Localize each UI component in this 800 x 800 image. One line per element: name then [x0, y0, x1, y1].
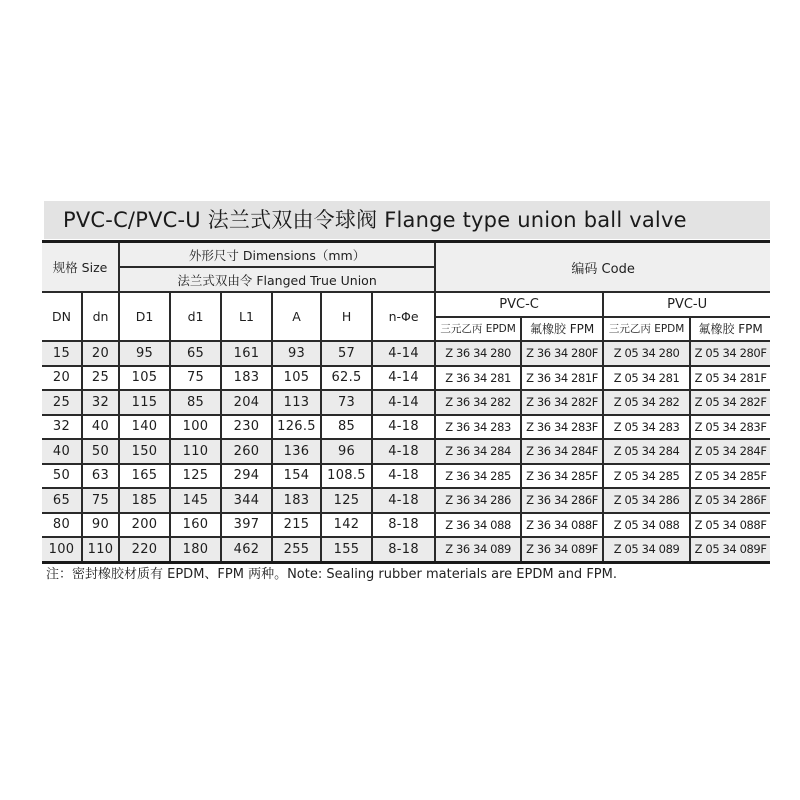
cell-h: 96	[321, 439, 372, 464]
header-row-3	[42, 292, 770, 317]
pvc-u-epdm-header: 三元乙丙 EPDM	[603, 317, 690, 342]
cell-d1-lower: 100	[170, 415, 221, 440]
cell-pvc-c-epdm: Z 36 34 088	[435, 513, 521, 538]
col-header-dn-small: dn	[82, 292, 119, 341]
cell-d1-upper: 150	[119, 439, 170, 464]
cell-n-phie: 8-18	[372, 513, 435, 538]
pvc-c-header: PVC-C	[435, 292, 603, 317]
cell-pvc-u-epdm: Z 05 34 286	[603, 488, 690, 513]
pvc-u-fpm-header: 氟橡胶 FPM	[690, 317, 770, 342]
cell-pvc-u-fpm: Z 05 34 285F	[690, 464, 770, 489]
cell-n-phie: 4-18	[372, 464, 435, 489]
col-header-dn: DN	[42, 292, 82, 341]
cell-pvc-u-fpm: Z 05 34 089F	[690, 537, 770, 562]
cell-dn-small: 50	[82, 439, 119, 464]
table-row	[42, 390, 770, 415]
cell-pvc-c-epdm: Z 36 34 281	[435, 366, 521, 391]
cell-pvc-c-epdm: Z 36 34 280	[435, 341, 521, 366]
cell-a: 215	[272, 513, 321, 538]
cell-h: 108.5	[321, 464, 372, 489]
cell-a: 126.5	[272, 415, 321, 440]
dimensions-header: 外形尺寸 Dimensions（mm）	[119, 242, 435, 268]
cell-dn-small: 25	[82, 366, 119, 391]
cell-d1-upper: 165	[119, 464, 170, 489]
cell-pvc-c-fpm: Z 36 34 285F	[521, 464, 603, 489]
pvc-c-fpm-header: 氟橡胶 FPM	[521, 317, 603, 342]
cell-l1: 344	[221, 488, 272, 513]
cell-a: 154	[272, 464, 321, 489]
cell-pvc-u-fpm: Z 05 34 283F	[690, 415, 770, 440]
cell-d1-lower: 110	[170, 439, 221, 464]
table-row	[42, 464, 770, 489]
title-band	[44, 201, 770, 239]
cell-dn-small: 63	[82, 464, 119, 489]
table-row	[42, 513, 770, 538]
cell-pvc-c-fpm: Z 36 34 282F	[521, 390, 603, 415]
pvc-u-header: PVC-U	[603, 292, 770, 317]
cell-pvc-u-fpm: Z 05 34 281F	[690, 366, 770, 391]
spec-table	[42, 240, 770, 564]
cell-dn-small: 20	[82, 341, 119, 366]
col-header-h: H	[321, 292, 372, 341]
cell-l1: 161	[221, 341, 272, 366]
table-row	[42, 537, 770, 562]
cell-dn-small: 110	[82, 537, 119, 562]
cell-dn-small: 40	[82, 415, 119, 440]
cell-pvc-c-fpm: Z 36 34 281F	[521, 366, 603, 391]
cell-dn-small: 75	[82, 488, 119, 513]
cell-d1-upper: 140	[119, 415, 170, 440]
cell-n-phie: 4-14	[372, 390, 435, 415]
cell-pvc-c-fpm: Z 36 34 284F	[521, 439, 603, 464]
cell-d1-lower: 180	[170, 537, 221, 562]
table-row	[42, 439, 770, 464]
cell-pvc-c-fpm: Z 36 34 286F	[521, 488, 603, 513]
cell-dn: 20	[42, 366, 82, 391]
cell-n-phie: 4-18	[372, 488, 435, 513]
cell-a: 183	[272, 488, 321, 513]
cell-a: 105	[272, 366, 321, 391]
table-row	[42, 415, 770, 440]
cell-pvc-u-fpm: Z 05 34 282F	[690, 390, 770, 415]
cell-d1-upper: 105	[119, 366, 170, 391]
cell-dn: 50	[42, 464, 82, 489]
cell-h: 155	[321, 537, 372, 562]
pvc-c-epdm-header: 三元乙丙 EPDM	[435, 317, 521, 342]
cell-pvc-c-epdm: Z 36 34 283	[435, 415, 521, 440]
cell-d1-lower: 75	[170, 366, 221, 391]
col-header-d1-lower: d1	[170, 292, 221, 341]
cell-dn-small: 90	[82, 513, 119, 538]
cell-pvc-u-epdm: Z 05 34 088	[603, 513, 690, 538]
cell-a: 113	[272, 390, 321, 415]
cell-h: 57	[321, 341, 372, 366]
cell-d1-upper: 95	[119, 341, 170, 366]
footnote: 注：密封橡胶材质有 EPDM、FPM 两种。Note: Sealing rubber materials are EPDM and FPM.	[46, 567, 617, 582]
flanged-header: 法兰式双由令 Flanged True Union	[119, 267, 435, 292]
cell-pvc-c-fpm: Z 36 34 283F	[521, 415, 603, 440]
cell-n-phie: 8-18	[372, 537, 435, 562]
cell-d1-lower: 65	[170, 341, 221, 366]
cell-h: 62.5	[321, 366, 372, 391]
cell-d1-lower: 125	[170, 464, 221, 489]
cell-l1: 204	[221, 390, 272, 415]
cell-dn-small: 32	[82, 390, 119, 415]
cell-pvc-c-epdm: Z 36 34 089	[435, 537, 521, 562]
cell-l1: 260	[221, 439, 272, 464]
size-header: 规格 Size	[42, 242, 119, 293]
cell-pvc-u-fpm: Z 05 34 088F	[690, 513, 770, 538]
page-title: PVC-C/PVC-U 法兰式双由令球阀 Flange type union ball valve	[63, 208, 687, 232]
cell-d1-upper: 220	[119, 537, 170, 562]
cell-n-phie: 4-18	[372, 439, 435, 464]
cell-dn: 15	[42, 341, 82, 366]
cell-a: 255	[272, 537, 321, 562]
cell-l1: 230	[221, 415, 272, 440]
cell-a: 136	[272, 439, 321, 464]
cell-d1-upper: 185	[119, 488, 170, 513]
cell-n-phie: 4-14	[372, 341, 435, 366]
cell-dn: 40	[42, 439, 82, 464]
cell-d1-lower: 160	[170, 513, 221, 538]
cell-a: 93	[272, 341, 321, 366]
cell-l1: 397	[221, 513, 272, 538]
cell-n-phie: 4-18	[372, 415, 435, 440]
cell-dn: 32	[42, 415, 82, 440]
cell-pvc-u-epdm: Z 05 34 284	[603, 439, 690, 464]
cell-h: 85	[321, 415, 372, 440]
cell-pvc-u-fpm: Z 05 34 286F	[690, 488, 770, 513]
cell-l1: 462	[221, 537, 272, 562]
col-header-d1-upper: D1	[119, 292, 170, 341]
col-header-a: A	[272, 292, 321, 341]
cell-pvc-u-epdm: Z 05 34 282	[603, 390, 690, 415]
cell-l1: 294	[221, 464, 272, 489]
cell-pvc-c-fpm: Z 36 34 089F	[521, 537, 603, 562]
cell-dn: 25	[42, 390, 82, 415]
cell-dn: 80	[42, 513, 82, 538]
col-header-l1: L1	[221, 292, 272, 341]
cell-pvc-c-epdm: Z 36 34 285	[435, 464, 521, 489]
cell-pvc-u-epdm: Z 05 34 285	[603, 464, 690, 489]
code-header: 编码 Code	[435, 242, 770, 293]
cell-d1-upper: 200	[119, 513, 170, 538]
cell-pvc-u-epdm: Z 05 34 283	[603, 415, 690, 440]
cell-pvc-c-fpm: Z 36 34 280F	[521, 341, 603, 366]
table-row	[42, 366, 770, 391]
cell-pvc-u-epdm: Z 05 34 281	[603, 366, 690, 391]
cell-h: 73	[321, 390, 372, 415]
cell-dn: 100	[42, 537, 82, 562]
cell-pvc-c-fpm: Z 36 34 088F	[521, 513, 603, 538]
header-row-1	[42, 242, 770, 268]
cell-d1-lower: 145	[170, 488, 221, 513]
table-row	[42, 341, 770, 366]
cell-pvc-c-epdm: Z 36 34 282	[435, 390, 521, 415]
cell-h: 142	[321, 513, 372, 538]
cell-pvc-u-epdm: Z 05 34 280	[603, 341, 690, 366]
cell-pvc-u-fpm: Z 05 34 284F	[690, 439, 770, 464]
cell-dn: 65	[42, 488, 82, 513]
cell-h: 125	[321, 488, 372, 513]
cell-pvc-u-fpm: Z 05 34 280F	[690, 341, 770, 366]
col-header-n-phie: n-Φe	[372, 292, 435, 341]
cell-d1-upper: 115	[119, 390, 170, 415]
cell-n-phie: 4-14	[372, 366, 435, 391]
cell-pvc-c-epdm: Z 36 34 284	[435, 439, 521, 464]
cell-d1-lower: 85	[170, 390, 221, 415]
cell-l1: 183	[221, 366, 272, 391]
cell-pvc-u-epdm: Z 05 34 089	[603, 537, 690, 562]
table-row	[42, 488, 770, 513]
cell-pvc-c-epdm: Z 36 34 286	[435, 488, 521, 513]
